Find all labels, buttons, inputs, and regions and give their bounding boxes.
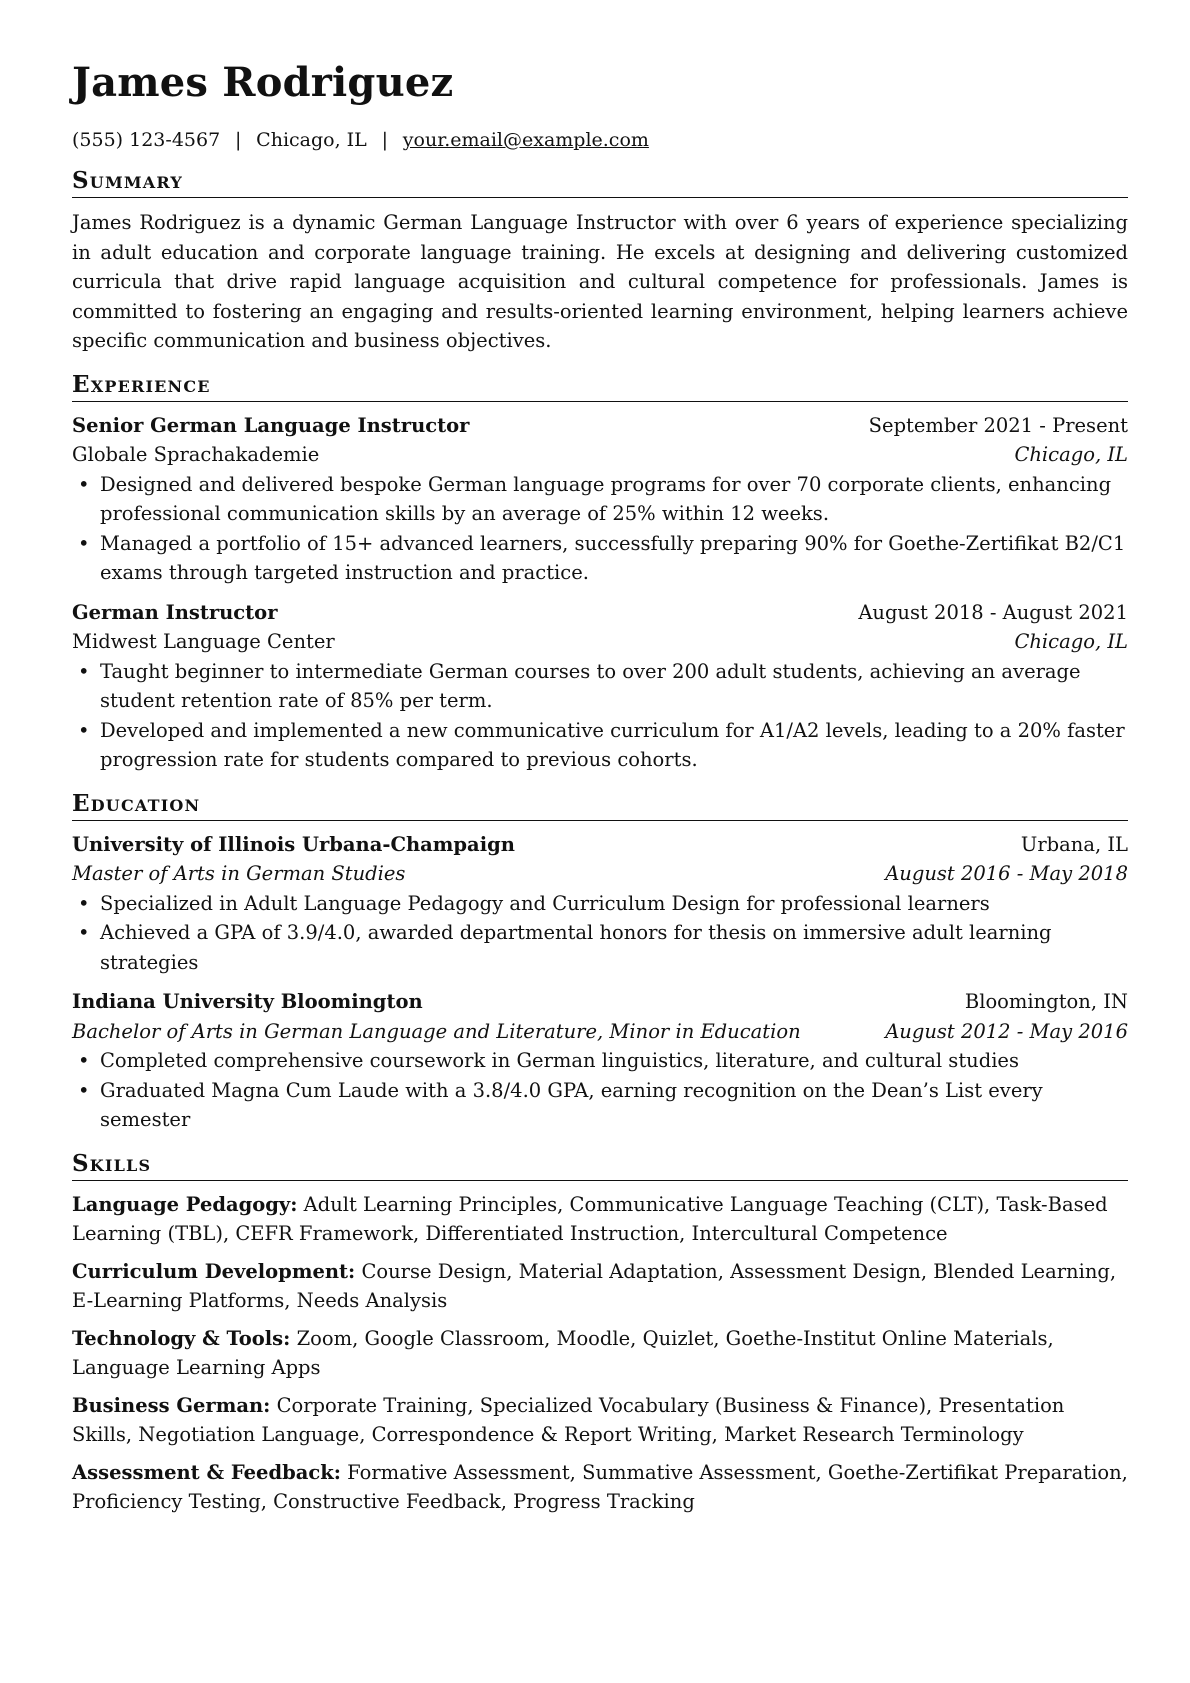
bullet-item: • Developed and implemented a new communicative curriculum for A1/A2 levels, leading to a 20% faster progression rate for students compared to previous cohorts. — [72, 716, 1128, 775]
phone-number: (555) 123-4567 — [72, 129, 221, 151]
job-dates: August 2018 - August 2021 — [858, 600, 1128, 624]
bullet-item: • Completed comprehensive coursework in German linguistics, literature, and cultural studies — [72, 1046, 1128, 1076]
skill-line — [72, 1391, 1128, 1450]
skill-text: Course Design, Material Adaptation, Assessment Design, Blended Learning, E-Learning Platforms, Needs Analysis — [72, 1259, 1117, 1312]
contact-separator: | — [234, 129, 242, 151]
education-entry — [72, 830, 1128, 978]
skill-text: Corporate Training, Specialized Vocabulary (Business & Finance), Presentation Skills, Negotiation Language, Correspondence & Report Writing, Market Research Terminology — [72, 1393, 1065, 1446]
job-title: Senior German Language Instructor — [72, 413, 470, 437]
bullet-list — [72, 470, 1128, 588]
school-name: University of Illinois Urbana-Champaign — [72, 832, 515, 856]
school-name: Indiana University Bloomington — [72, 990, 423, 1013]
email-link[interactable]: your.email@example.com — [402, 129, 649, 151]
bullet-icon: • — [78, 1049, 90, 1072]
skill-label: Language Pedagogy: — [72, 1192, 298, 1216]
bullet-list — [72, 657, 1128, 775]
summary-text: James Rodriguez is a dynamic German Language Instructor with over 6 years of experience specializing in adult education and corporate language training. He excels at designing and delivering customized curricula that drive rapid language acquisition and cultural competence for professionals. James is committed to fostering an engaging and results-oriented learning environment, helping learners achieve specific communication and business objectives. — [72, 211, 1128, 352]
skill-text: Adult Learning Principles, Communicative Language Teaching (CLT), Task-Based Learning (TBL), CEFR Framework, Differentiated Instruction, Intercultural Competence — [72, 1192, 1108, 1245]
school-location: Bloomington, IN — [964, 990, 1128, 1013]
contact-separator: | — [381, 129, 388, 151]
skill-label: Technology & Tools: — [72, 1326, 291, 1350]
bullet-icon: • — [78, 531, 90, 555]
section-heading-experience: Experience — [72, 371, 1128, 402]
bullet-item: • Designed and delivered bespoke German language programs for over 70 corporate clients, enhancing professional communication skills by an average of 25% within 12 weeks. — [72, 470, 1128, 529]
bullet-icon: • — [78, 1078, 90, 1102]
degree: Master of Arts in German Studies — [72, 862, 406, 885]
bullet-icon: • — [78, 921, 90, 944]
section-heading-skills: Skills — [72, 1150, 1128, 1181]
bullet-icon: • — [78, 659, 90, 683]
skill-label: Assessment & Feedback: — [72, 1460, 341, 1484]
skill-line — [72, 1190, 1128, 1249]
experience-entry — [72, 411, 1128, 588]
employer: Globale Sprachakademie — [72, 443, 320, 466]
section-heading-education: Education — [72, 790, 1128, 821]
contact-line — [72, 128, 1128, 152]
bullet-icon: • — [78, 718, 90, 742]
bullet-list — [72, 889, 1128, 978]
job-location: Chicago, IL — [1014, 443, 1128, 466]
bullet-list — [72, 1046, 1128, 1135]
education-dates: August 2012 - May 2016 — [885, 1019, 1128, 1043]
section-heading-summary: Summary — [72, 167, 1128, 198]
skill-line — [72, 1257, 1128, 1316]
school-location: Urbana, IL — [1020, 832, 1128, 856]
bullet-item: • Graduated Magna Cum Laude with a 3.8/4.0 GPA, earning recognition on the Dean’s List every semester — [72, 1076, 1128, 1135]
bullet-icon: • — [78, 891, 90, 915]
education-dates: August 2016 - May 2018 — [885, 862, 1128, 885]
location: Chicago, IL — [256, 129, 367, 151]
bullet-item: • Taught beginner to intermediate German courses to over 200 adult students, achieving an average student retention rate of 85% per term. — [72, 657, 1128, 716]
experience-entry — [72, 598, 1128, 775]
skill-label: Business German: — [72, 1393, 271, 1417]
job-location: Chicago, IL — [1014, 630, 1128, 653]
bullet-icon: • — [78, 472, 90, 496]
skill-label: Curriculum Development: — [72, 1259, 356, 1283]
skill-text: Zoom, Google Classroom, Moodle, Quizlet, Goethe-Institut Online Materials, Language Learning Apps — [72, 1326, 1054, 1379]
bullet-item: • Achieved a GPA of 3.9/4.0, awarded departmental honors for thesis on immersive adult learning strategies — [72, 918, 1128, 977]
bullet-item: • Managed a portfolio of 15+ advanced learners, successfully preparing 90% for Goethe-Zertifikat B2/C1 exams through targeted instruction and practice. — [72, 529, 1128, 588]
bullet-item: • Specialized in Adult Language Pedagogy and Curriculum Design for professional learners — [72, 889, 1128, 919]
skill-line — [72, 1324, 1128, 1383]
job-title: German Instructor — [72, 600, 278, 624]
skill-line — [72, 1458, 1128, 1517]
degree: Bachelor of Arts in German Language and Literature, Minor in Education — [72, 1019, 801, 1043]
employer: Midwest Language Center — [72, 630, 335, 653]
job-dates: September 2021 - Present — [868, 413, 1128, 437]
candidate-name: James Rodriguez — [72, 59, 454, 106]
education-entry — [72, 987, 1128, 1135]
skill-text: Formative Assessment, Summative Assessment, Goethe-Zertifikat Preparation, Proficiency Testing, Constructive Feedback, Progress Tracking — [72, 1460, 1128, 1513]
